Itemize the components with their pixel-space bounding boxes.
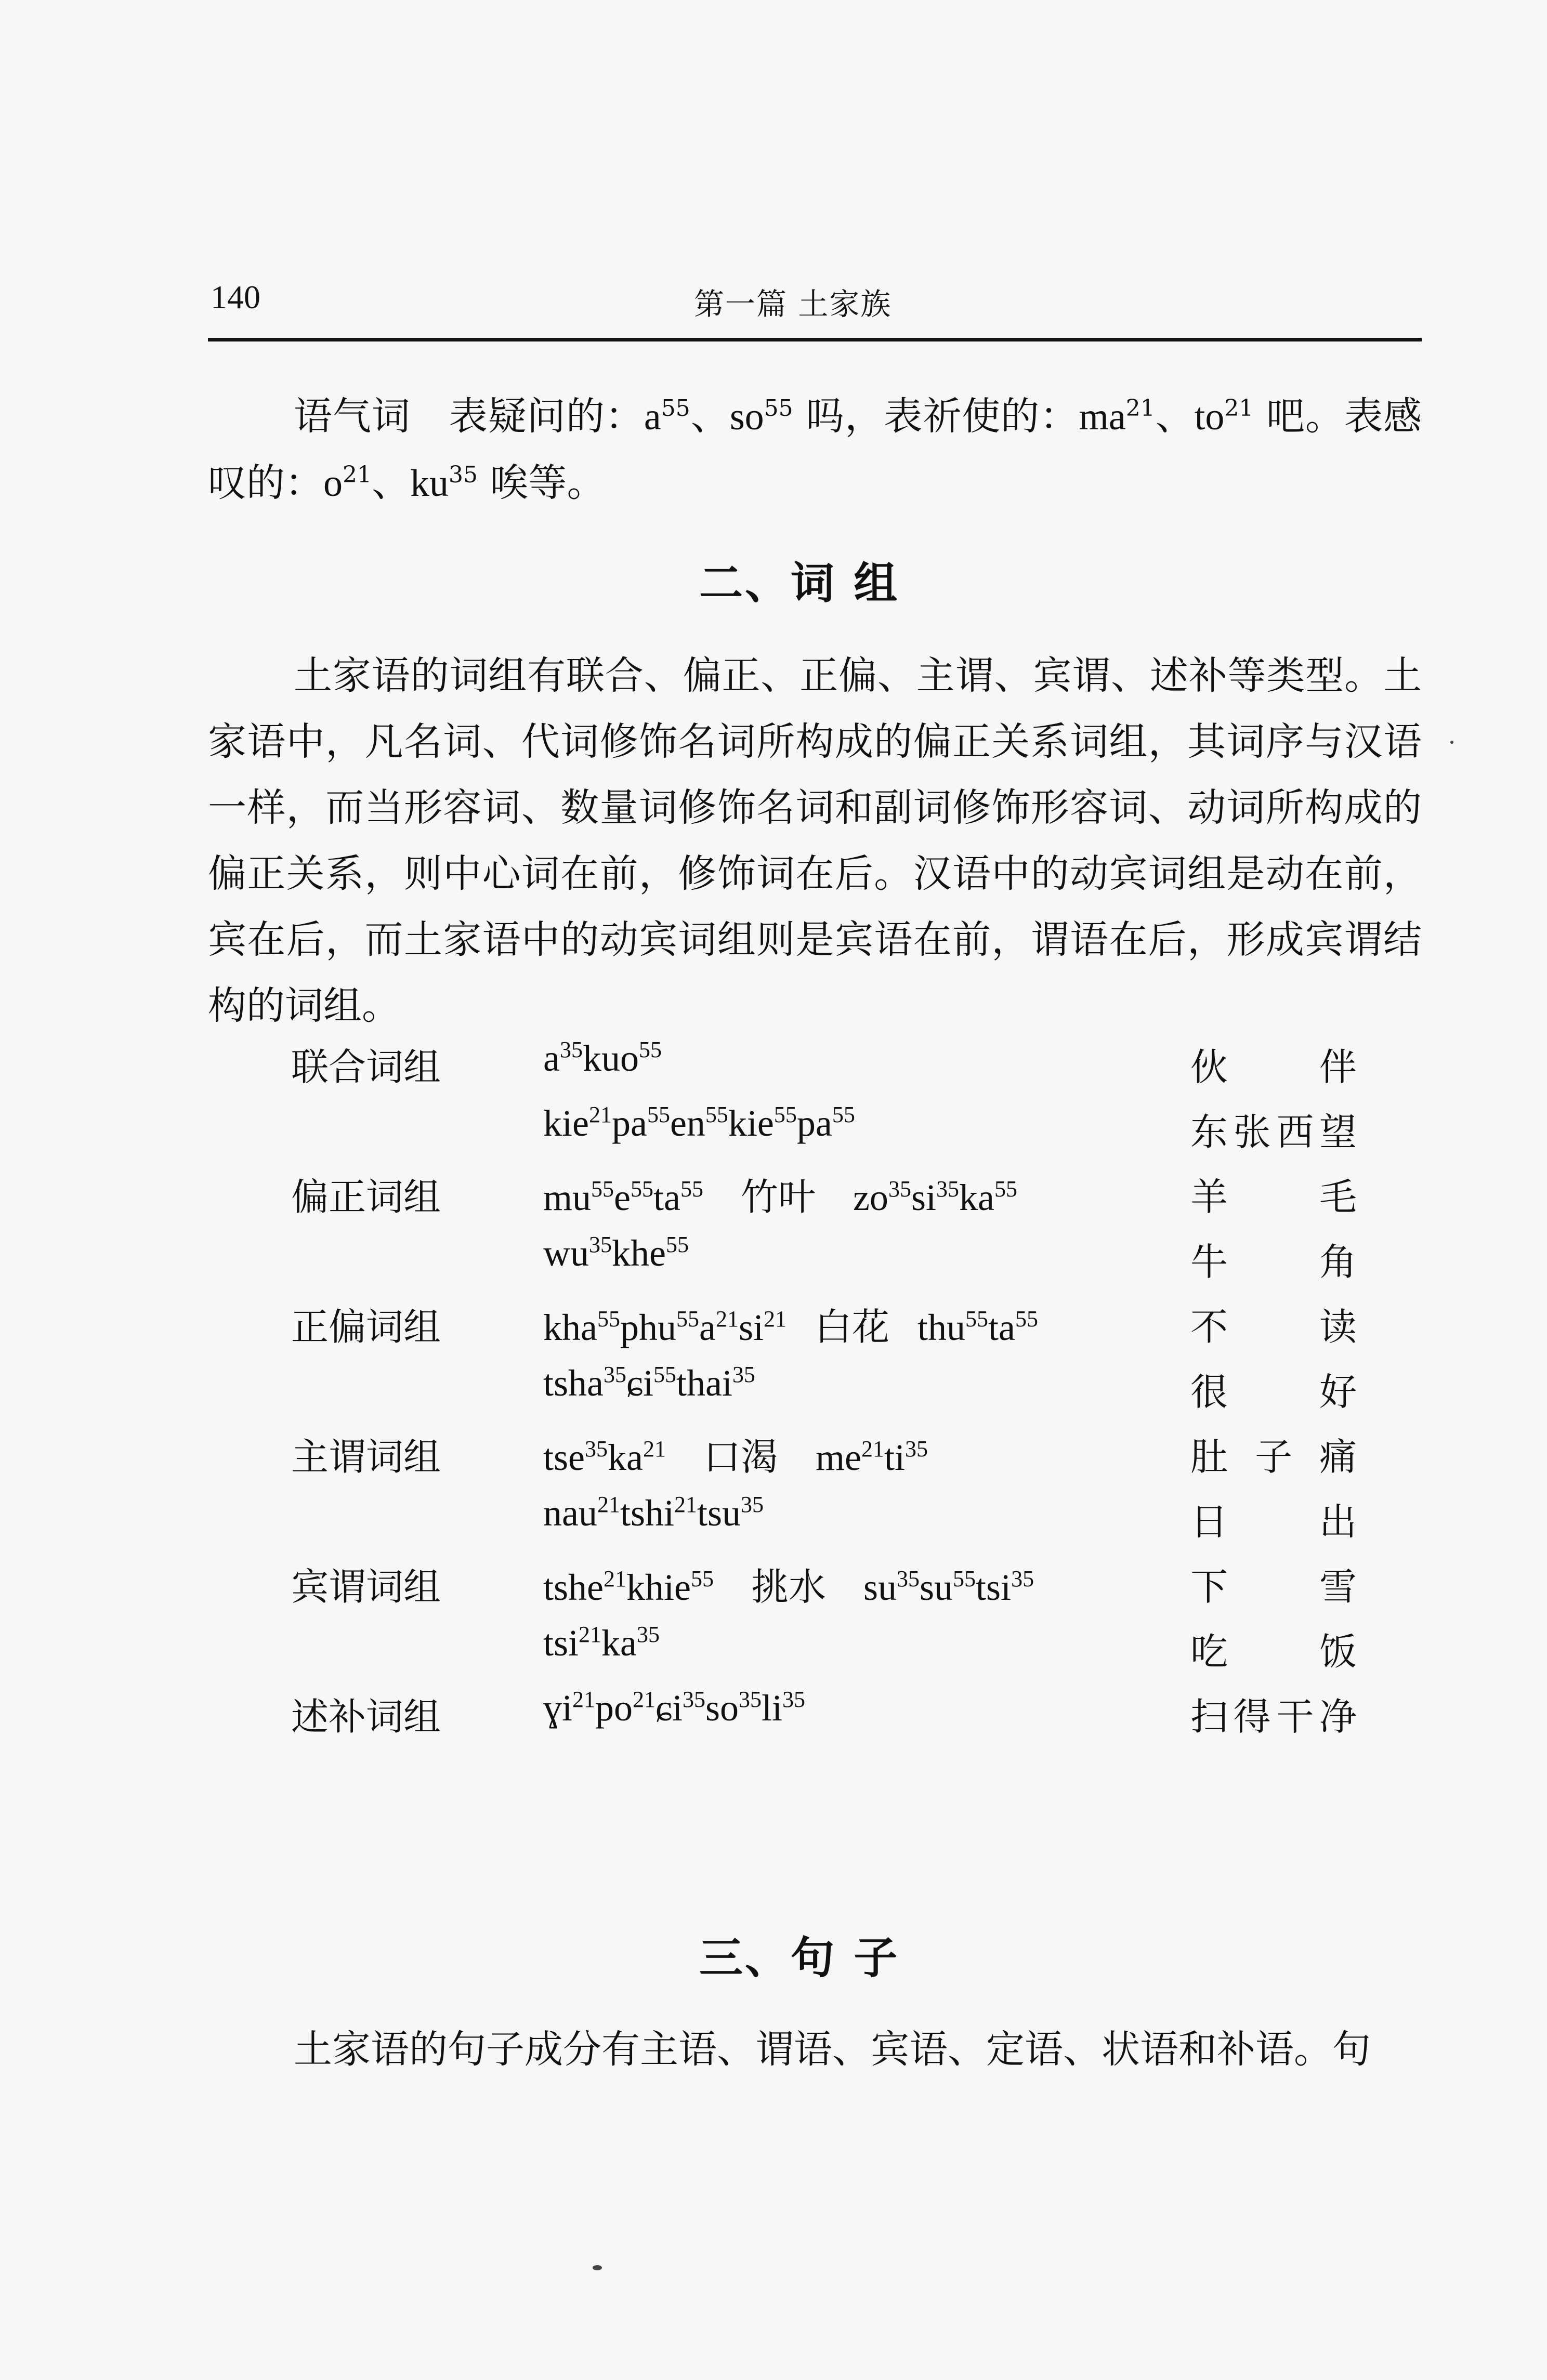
phrase-meaning: 吃饭	[1190, 1630, 1357, 1674]
phrase-category: 述补词组	[291, 1695, 441, 1739]
page-number: 140	[211, 279, 260, 315]
phrase-meaning: 下雪	[1190, 1565, 1357, 1609]
modal-particle-paragraph: 语气词 表疑问的：$a^{55}$、$so^{55}$ 吗，表祈使的：$ma^{21}$、$to^{21}$ 吧。表感叹的：$o^{21}$、$ku^{35}$ 唉等。	[208, 394, 1422, 505]
phonetic-example: tshe$^{21}$khie$^{55}$ 挑水 $su^{35}su^{55}tsi^{35}$	[543, 1565, 1034, 1609]
running-title: 第一篇 土家族	[694, 286, 892, 322]
table-row	[0, 1687, 1547, 1749]
table-row	[0, 1492, 1547, 1554]
phrase-meaning: 不读	[1190, 1305, 1357, 1349]
gloss: 挑水	[751, 1565, 826, 1609]
phrase-meaning: 伙伴	[1190, 1045, 1357, 1089]
gloss: 竹叶	[740, 1175, 816, 1219]
phrase-category: 联合词组	[291, 1045, 441, 1089]
phrase-category: 正偏词组	[291, 1305, 441, 1349]
table-row	[0, 1167, 1547, 1229]
phonetic-example: nau$^{21}$tshi$^{21}$tsu$^{35}$	[543, 1492, 764, 1534]
phonetic-example: $mu^{55}e^{55}ta^{55}$ 竹叶 $zo^{35}si^{35}ka^{55}$	[543, 1175, 1017, 1219]
header-rule	[208, 338, 1422, 341]
phonetic-example: $ɣi^{21}po^{21}ɕi^{35}so^{35}li^{35}$	[543, 1687, 806, 1729]
phrase-category: 宾谓词组	[291, 1565, 441, 1609]
phrase-category: 主谓词组	[291, 1435, 441, 1479]
table-row	[0, 1557, 1547, 1619]
phonetic-example: tsha$^{35}$ɕi$^{55}$thai$^{35}$	[543, 1362, 755, 1404]
phrase-meaning: 东张西望	[1190, 1110, 1357, 1154]
section-heading-phrases: 二、词 组	[699, 557, 900, 609]
gloss: 白花	[814, 1305, 889, 1349]
scan-speck	[593, 2265, 602, 2270]
table-row	[0, 1102, 1547, 1164]
phrase-meaning: 扫得干净	[1190, 1695, 1357, 1739]
phrase-meaning: 羊毛	[1190, 1175, 1357, 1219]
phonetic-example: $tse^{35}ka^{21}$ 口渴 $me^{21}ti^{35}$	[543, 1435, 928, 1479]
table-row	[0, 1362, 1547, 1424]
phonetic-example: $tsi^{21}ka^{35}$	[543, 1622, 660, 1664]
phrase-meaning: 牛角	[1190, 1240, 1357, 1284]
phrase-meaning: 肚子痛	[1190, 1435, 1357, 1479]
phonetic-example: $kha^{55}phu^{55}a^{21}si^{21}$ 白花 $thu^{55}ta^{55}$	[543, 1305, 1038, 1349]
phrase-meaning: 很好	[1190, 1370, 1357, 1414]
sentences-paragraph: 土家语的句子成分有主语、谓语、宾语、定语、状语和补语。句	[294, 2027, 1371, 2072]
phonetic-example: $a^{35}kuo^{55}$	[543, 1037, 662, 1079]
phonetic-example: $kie^{21}pa^{55}en^{55}kie^{55}pa^{55}$	[543, 1102, 855, 1144]
table-row	[0, 1232, 1547, 1294]
gloss: 口渴	[703, 1435, 778, 1479]
phrases-paragraph: 土家语的词组有联合、偏正、正偏、主谓、宾谓、述补等类型。土家语中，凡名词、代词修饰名词所构成的偏正关系词组，其词序与汉语一样，而当形容词、数量词修饰名词和副词修饰形容词、动词所构成的偏正关系，则中心词在前，修饰词在后。汉语中的动宾词组是动在前，宾在后，而土家语中的动宾词组则是宾语在前，谓语在后，形成宾谓结构的词组。	[208, 653, 1422, 1028]
table-row	[0, 1037, 1547, 1099]
phonetic-example: $wu^{35}khe^{55}$	[543, 1232, 689, 1274]
table-row	[0, 1622, 1547, 1684]
table-row	[0, 1297, 1547, 1359]
table-row	[0, 1427, 1547, 1489]
scan-speck	[1450, 741, 1453, 744]
phrase-meaning: 日出	[1190, 1500, 1357, 1544]
section-heading-sentences: 三、句 子	[699, 1932, 900, 1983]
phrase-category: 偏正词组	[291, 1175, 441, 1219]
paragraph-label: 语气词	[294, 394, 411, 439]
